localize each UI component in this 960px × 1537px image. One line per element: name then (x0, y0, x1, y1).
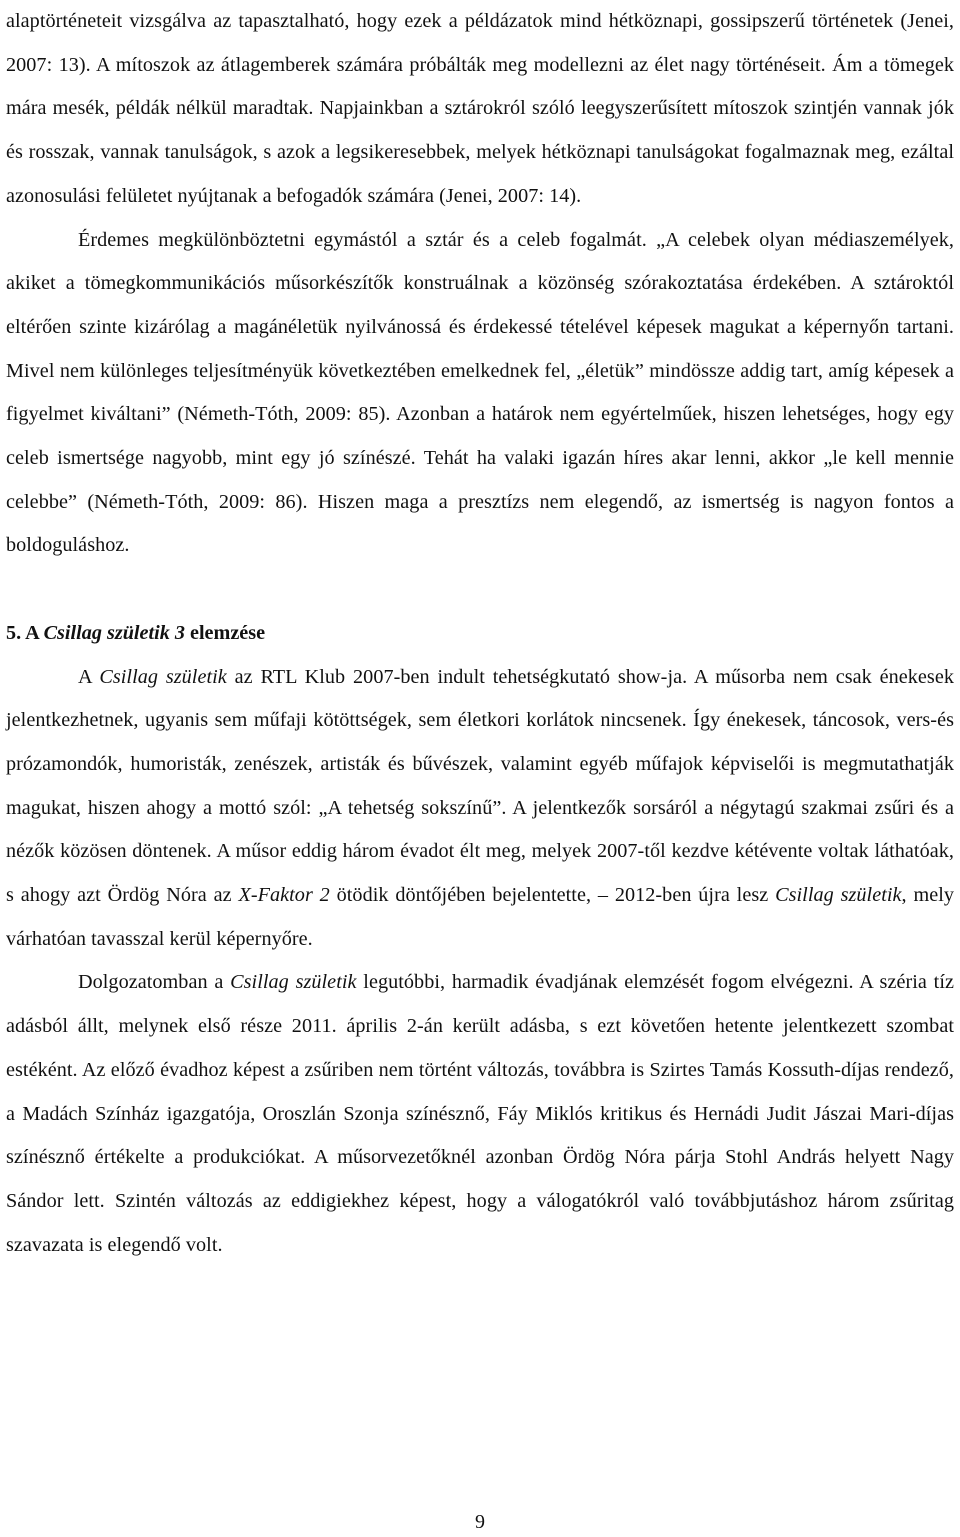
paragraph-show-intro-part-3: ötödik döntőjében bejelentette, – 2012-ben újra lesz (329, 884, 776, 907)
paragraph-star-celeb-part-3: A sztároktól eltérően szinte kizárólag a magánéletük nyilvánossá és érdekessé tételével képesek magukat a képernyőn tartani. Mivel nem különleges teljesítményük következtében emelkednek fel, „életük” mindössze addig tart, amíg képesek a figyelmet kiváltani” (Németh-Tóth, 2009: 85). Azonban a határok nem egyértelműek, hiszen lehetséges, hogy egy celeb ismertsége nagyobb, mint egy jó színészé. Tehát ha valaki igazán híres akar lenni, akkor „le kell mennie celebbe” (Németh-Tóth, 2009: 86). Hiszen maga a presztízs nem elegendő, az ismertség is nagyon fontos a boldoguláshoz. (6, 272, 954, 557)
paragraph-show-intro-part-1: A (78, 665, 100, 688)
page-number: 9 (475, 1511, 485, 1533)
section-spacer (6, 568, 954, 612)
paragraph-show-intro-title-3: Csillag születik (775, 884, 902, 907)
section-heading-title-italic: Csillag születik 3 (43, 621, 185, 644)
section-heading-number: 5. A (6, 621, 44, 644)
paragraph-show-intro-title-2: X-Faktor 2 (238, 884, 330, 907)
paragraph-season-analysis-part-1: Dolgozatomban a (78, 971, 231, 994)
document-page (6, 0, 954, 1267)
paragraph-myths-part-2: Napjainkban a sztárokról szóló leegyszerűsített mítoszok szintjén vannak jók és rosszak, vannak tanulságok, s azok a legsikeresebbek, melyek hétköznapi tanulságokat fogalmaznak meg, ezáltal azonosulási felületet nyújtanak a befogadók számára (Jenei, 2007: 14). (6, 97, 954, 207)
paragraph-show-intro (6, 656, 954, 962)
paragraph-myths (6, 0, 954, 219)
paragraph-myths-part-1: alaptörténeteit vizsgálva az tapasztalható, hogy ezek a példázatok mind hétköznapi, gossipszerű történetek (Jenei, 2007: 13). A mítoszok az átlagemberek számára próbálták meg modellezni az élet nagy történéseit. Ám a tömegek mára mesék, példák nélkül maradtak. (6, 10, 954, 120)
section-heading (6, 612, 954, 656)
paragraph-season-analysis-title: Csillag születik (230, 971, 357, 994)
paragraph-season-analysis-part-2: legutóbbi, harmadik évadjának elemzését fogom elvégezni. A széria tíz adásból állt, melynek első része 2011. április 2-án került adásba, s ezt követően hetente jelentkezett szombat estéként. Az előző évadhoz képest a zsűriben nem történt változás, továbbra is Szirtes Tamás Kossuth-díjas rendező, a Madách Színház igazgatója, Oroszlán Szonja színésznő, Fáy Miklós kritikus és Hernádi Judit Jászai Mari-díjas színésznő értékelte a produkciókat. A műsorvezetőknél azonban Ördög Nóra párja Stohl András helyett Nagy Sándor lett. Szintén változás az eddigiekhez képest, hogy a válogatókról való továbbjutáshoz három zsűritag szavazata is elegendő volt. (6, 971, 955, 1256)
paragraph-star-celeb-part-1: Érdemes megkülönböztetni egymástól a sztár és a celeb fogalmát. (78, 228, 657, 251)
section-heading-rest: elemzése (184, 621, 266, 644)
paragraph-show-intro-part-2: az RTL Klub 2007-ben indult tehetségkutató show-ja. A műsorba nem csak énekesek jelentkezhetnek, ugyanis sem műfaji kötöttségek, sem életkori korlátok nincsenek. Így énekesek, táncosok, vers-és prózamondók, humoristák, zenészek, artisták és bűvészek, valamint egyéb műfajok képviselői is megmutathatják magukat, hiszen ahogy a mottó szól: „A tehetség sokszínű”. A jelentkezők sorsáról a négytagú szakmai zsűri és a nézők közösen döntenek. A műsor eddig három évadot élt meg, melyek 2007-től kezdve kétévente voltak láthatóak, s ahogy azt Ördög Nóra az (6, 665, 954, 907)
paragraph-show-intro-title-1: Csillag születik (99, 665, 227, 688)
paragraph-star-celeb (6, 219, 954, 569)
paragraph-show-intro-part-4: , mely várhatóan tavasszal kerül képernyőre. (6, 884, 955, 950)
paragraph-star-celeb-part-2: „A celebek olyan médiaszemélyek, akiket a tömegkommunikációs műsorkészítők konstruálnak a közönség szórakoztatása érdekében. (6, 228, 954, 295)
paragraph-season-analysis (6, 961, 954, 1267)
